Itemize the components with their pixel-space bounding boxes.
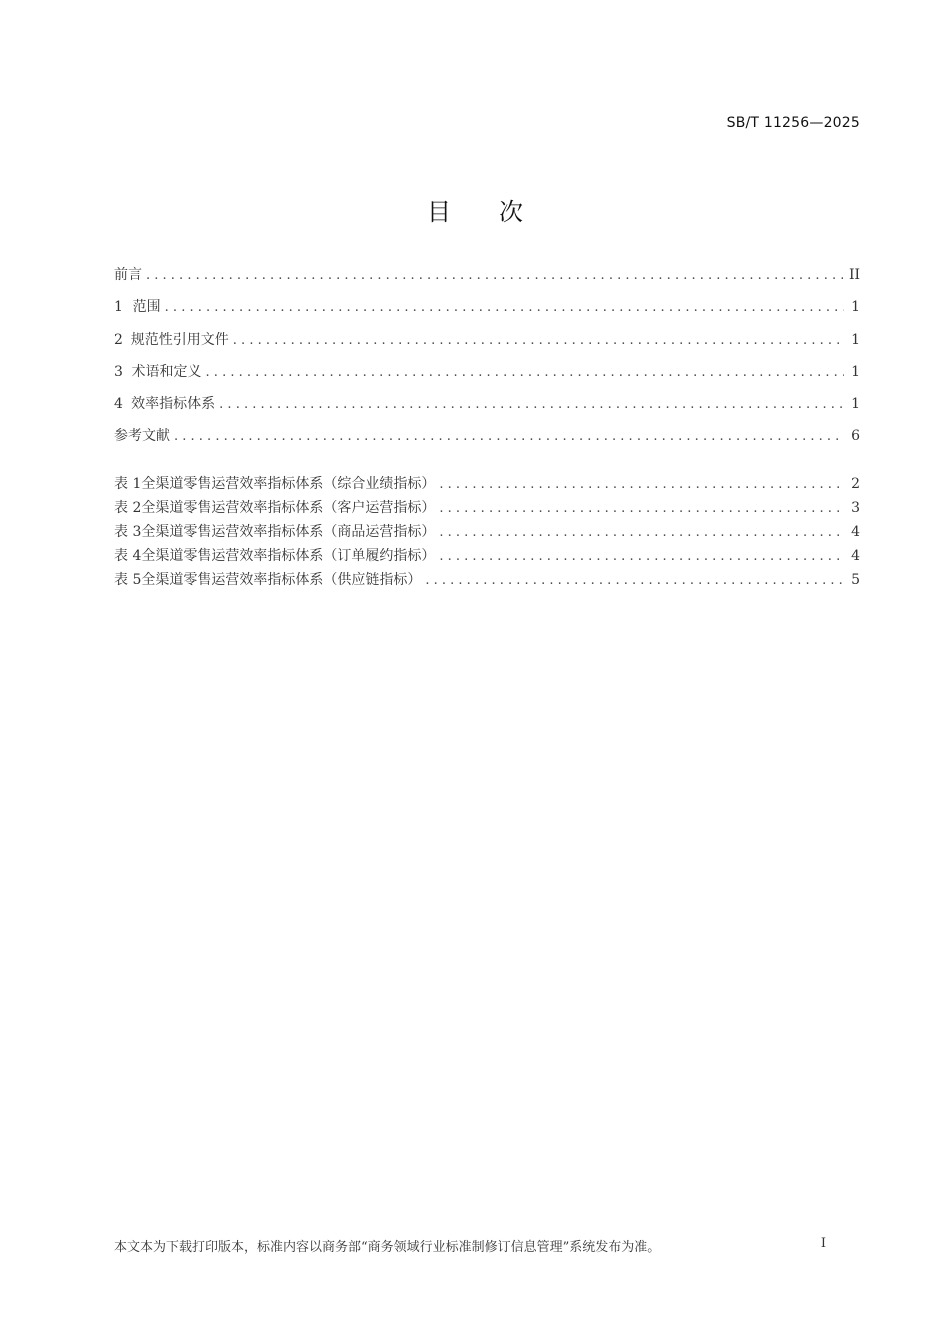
toc-entry-terms-definitions[interactable]	[114, 361, 860, 393]
standard-code: SB/T 11256—2025	[726, 115, 860, 131]
toc-entry-foreword[interactable]	[114, 264, 860, 296]
table-entry-label: 全渠道零售运营效率指标体系（客户运营指标）	[141, 500, 436, 516]
toc-entry-label: 规范性引用文件	[130, 331, 229, 348]
dot-leader	[233, 333, 844, 348]
table-entry-label: 全渠道零售运营效率指标体系（商品运营指标）	[141, 524, 436, 540]
table-entry-page: 5	[851, 572, 860, 588]
table-entry-2[interactable]	[114, 497, 860, 521]
toc-entry-page: 6	[851, 428, 860, 445]
toc-entry-efficiency-index-system[interactable]	[114, 393, 860, 425]
toc-entry-label: 范围	[132, 299, 161, 316]
dot-leader	[165, 300, 844, 315]
table-entry-page: 2	[851, 476, 860, 492]
table-entry-1[interactable]	[114, 473, 860, 497]
toc-entry-number: 3	[114, 363, 123, 380]
toc-entry-page: 1	[851, 331, 860, 348]
table-entry-page: 4	[851, 524, 860, 540]
dot-leader	[425, 573, 844, 588]
dot-leader	[439, 549, 844, 564]
dot-leader	[439, 525, 844, 540]
table-entry-label: 全渠道零售运营效率指标体系（订单履约指标）	[141, 548, 436, 564]
dot-leader	[439, 477, 844, 492]
toc-entry-page: II	[848, 267, 860, 283]
toc-entry-label: 效率指标体系	[131, 396, 216, 413]
toc-entry-number: 2	[114, 331, 123, 348]
page-title-char-1: 目	[427, 198, 451, 226]
table-entry-3[interactable]	[114, 521, 860, 545]
table-entry-page: 3	[851, 500, 860, 516]
toc-entry-label: 前言	[114, 267, 142, 283]
toc-entry-page: 1	[851, 299, 860, 316]
toc-entry-scope[interactable]	[114, 296, 860, 328]
page-number: I	[820, 1236, 826, 1251]
table-of-contents	[114, 264, 860, 458]
table-entry-label: 全渠道零售运营效率指标体系（供应链指标）	[141, 572, 422, 588]
table-entry-number: 表 5	[114, 572, 142, 588]
toc-entry-number: 1	[114, 299, 123, 316]
toc-entry-number: 4	[114, 396, 123, 413]
table-entry-number: 表 1	[114, 476, 142, 492]
toc-entry-page: 1	[851, 363, 860, 380]
table-entry-page: 4	[851, 548, 860, 564]
table-entry-5[interactable]	[114, 569, 860, 593]
table-entry-number: 表 2	[114, 500, 142, 516]
page-footer	[114, 1236, 826, 1255]
table-entry-number: 表 4	[114, 548, 142, 564]
table-entry-4[interactable]	[114, 545, 860, 569]
page-title-char-2: 次	[499, 198, 523, 226]
toc-entry-label: 参考文献	[114, 428, 170, 445]
footer-notice: 本文本为下载打印版本，标准内容以商务部“商务领域行业标准制修订信息管理”系统发布为准。	[114, 1240, 661, 1255]
dot-leader	[219, 397, 844, 412]
table-entry-label: 全渠道零售运营效率指标体系（综合业绩指标）	[141, 476, 436, 492]
dot-leader	[206, 365, 844, 380]
toc-entry-bibliography[interactable]	[114, 425, 860, 457]
toc-entry-label: 术语和定义	[131, 363, 202, 380]
list-of-tables	[114, 473, 860, 593]
dot-leader	[439, 501, 844, 516]
page-title	[0, 192, 950, 227]
toc-entry-page: 1	[851, 396, 860, 413]
table-entry-number: 表 3	[114, 524, 142, 540]
dot-leader	[146, 268, 843, 283]
toc-entry-normative-references[interactable]	[114, 329, 860, 361]
dot-leader	[174, 429, 844, 444]
